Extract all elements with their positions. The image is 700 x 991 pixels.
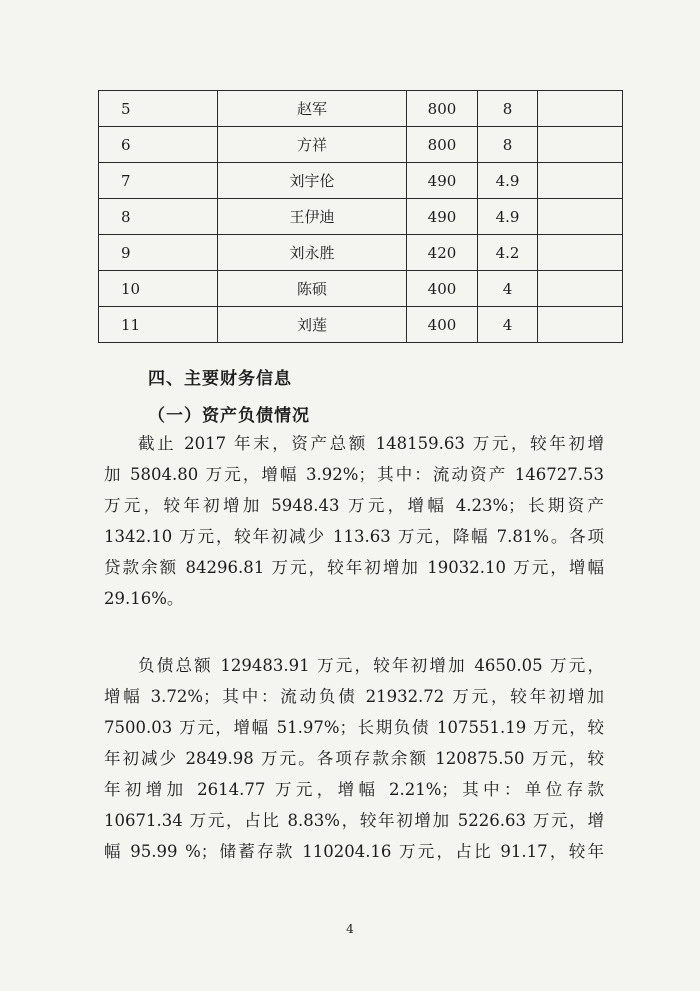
row-number: 10: [99, 271, 218, 307]
paragraph-line: 幅 95.99 %；储蓄存款 110204.16 万元，占比 91.17，较年: [104, 842, 604, 861]
paragraph-line: 万元，较年初增加 5948.43 万元，增幅 4.23%；长期资产: [104, 496, 604, 515]
row-number: 5: [99, 91, 218, 127]
contribution-amount: 800: [407, 127, 478, 163]
contribution-amount: 420: [407, 235, 478, 271]
assets-paragraph: [104, 428, 604, 614]
share-percent: 4.2: [478, 235, 538, 271]
row-number: 8: [99, 199, 218, 235]
empty-cell: [538, 127, 623, 163]
subsection-title: （一）资产负债情况: [148, 406, 310, 426]
row-number: 6: [99, 127, 218, 163]
table-row: [99, 127, 623, 163]
table-row: [99, 199, 623, 235]
shareholder-name: 刘永胜: [218, 235, 407, 271]
row-number: 9: [99, 235, 218, 271]
paragraph-line: 10671.34 万元，占比 8.83%，较年初增加 5226.63 万元，增: [104, 811, 604, 830]
shareholder-table: [98, 90, 623, 343]
empty-cell: [538, 91, 623, 127]
contribution-amount: 800: [407, 91, 478, 127]
row-number: 7: [99, 163, 218, 199]
shareholder-name: 王伊迪: [218, 199, 407, 235]
contribution-amount: 400: [407, 271, 478, 307]
contribution-amount: 400: [407, 307, 478, 343]
table-row: [99, 271, 623, 307]
row-number: 11: [99, 307, 218, 343]
share-percent: 4.9: [478, 199, 538, 235]
share-percent: 8: [478, 127, 538, 163]
paragraph-line: 截止 2017 年末，资产总额 148159.63 万元，较年初增: [138, 434, 604, 453]
paragraph-line: 加 5804.80 万元，增幅 3.92%；其中：流动资产 146727.53: [104, 465, 604, 484]
empty-cell: [538, 271, 623, 307]
paragraph-line: 年初减少 2849.98 万元。各项存款余额 120875.50 万元，较: [104, 749, 604, 768]
paragraph-line: 增幅 3.72%；其中：流动负债 21932.72 万元，较年初增加: [104, 687, 604, 706]
shareholder-name: 刘宇伦: [218, 163, 407, 199]
empty-cell: [538, 235, 623, 271]
page-number: 4: [346, 922, 354, 936]
share-percent: 8: [478, 91, 538, 127]
empty-cell: [538, 199, 623, 235]
table-row: [99, 163, 623, 199]
paragraph-line: 1342.10 万元，较年初减少 113.63 万元，降幅 7.81%。各项: [104, 527, 604, 546]
empty-cell: [538, 307, 623, 343]
shareholder-name: 陈硕: [218, 271, 407, 307]
paragraph-line: 贷款余额 84296.81 万元，较年初增加 19032.10 万元，增幅: [104, 558, 604, 577]
share-percent: 4: [478, 271, 538, 307]
table-row: [99, 307, 623, 343]
contribution-amount: 490: [407, 163, 478, 199]
shareholder-name: 方祥: [218, 127, 407, 163]
paragraph-line: 7500.03 万元，增幅 51.97%；长期负债 107551.19 万元，较: [104, 718, 604, 737]
liabilities-paragraph: [104, 650, 604, 867]
table-row: [99, 235, 623, 271]
share-percent: 4.9: [478, 163, 538, 199]
table-row: [99, 91, 623, 127]
share-percent: 4: [478, 307, 538, 343]
contribution-amount: 490: [407, 199, 478, 235]
empty-cell: [538, 163, 623, 199]
paragraph-line: 年初增加 2614.77 万元，增幅 2.21%；其中：单位存款: [104, 780, 604, 799]
section-title: 四、主要财务信息: [148, 369, 292, 389]
paragraph-line: 29.16%。: [104, 589, 184, 608]
paragraph-line: 负债总额 129483.91 万元，较年初增加 4650.05 万元，: [138, 656, 604, 675]
shareholder-name: 赵军: [218, 91, 407, 127]
shareholder-name: 刘莲: [218, 307, 407, 343]
